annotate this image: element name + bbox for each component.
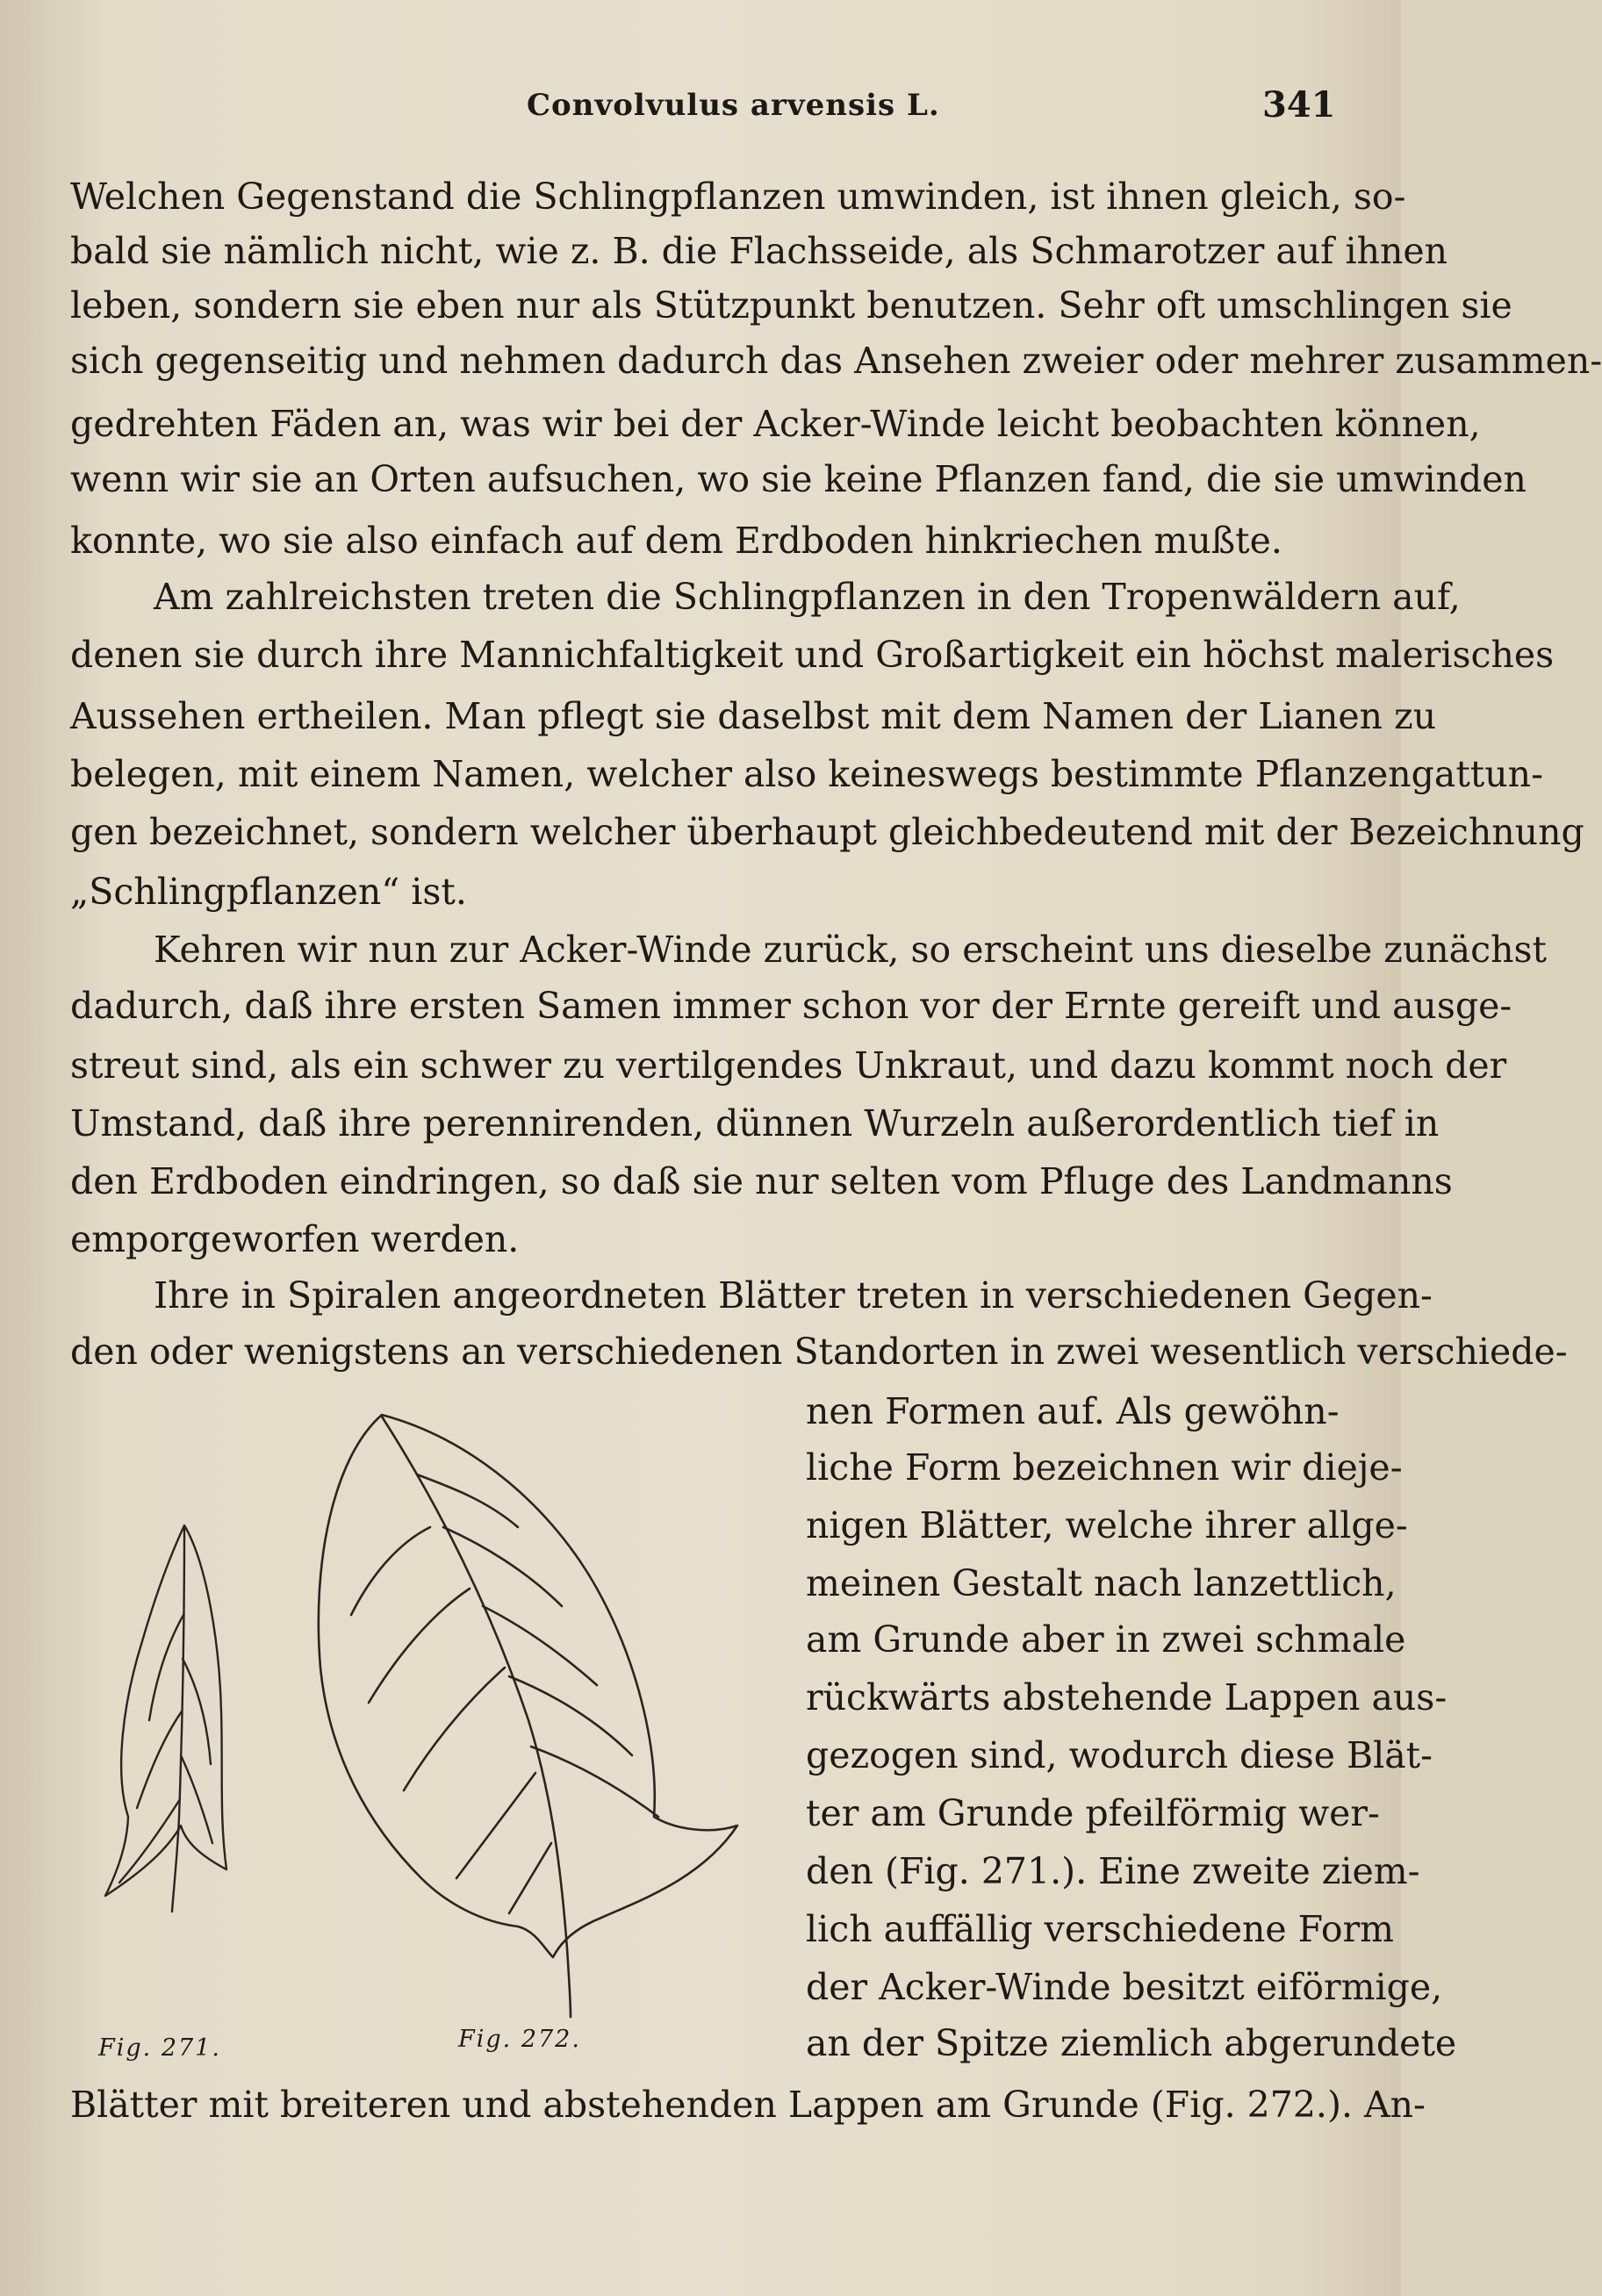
- fig-271-leaf-illustration: [88, 1510, 263, 1913]
- running-title: Convolvulus arvensis L.: [527, 88, 940, 123]
- text-line: dadurch, daß ihre ersten Samen immer schon vor der Ernte gereift und ausge-: [70, 985, 1512, 1027]
- text-line: emporgeworfen werden.: [70, 1218, 520, 1260]
- fig-272-caption: Fig. 272.: [458, 2026, 581, 2053]
- side-text-line: den (Fig. 271.). Eine zweite ziem-: [806, 1850, 1420, 1892]
- text-line: Kehren wir nun zur Acker-Winde zurück, so erscheint uns dieselbe zunächst: [154, 929, 1548, 971]
- fig-272-leaf-illustration: [298, 1387, 755, 2019]
- page-number: 341: [1262, 84, 1336, 126]
- leaf-outline: [319, 1415, 737, 1957]
- text-line: Blätter mit breiteren und abstehenden Lappen am Grunde (Fig. 272.). An-: [70, 2084, 1426, 2126]
- text-line: Am zahlreichsten treten die Schlingpflanzen in den Tropenwäldern auf,: [154, 576, 1461, 618]
- text-line: „Schlingpflanzen“ ist.: [70, 871, 467, 913]
- text-line: den Erdboden eindringen, so daß sie nur selten vom Pfluge des Landmanns: [70, 1160, 1453, 1202]
- side-text-line: gezogen sind, wodurch diese Blät-: [806, 1734, 1433, 1776]
- text-line: wenn wir sie an Orten aufsuchen, wo sie keine Pflanzen fand, die sie umwinden: [70, 458, 1527, 500]
- side-text-line: meinen Gestalt nach lanzettlich,: [806, 1562, 1397, 1604]
- side-text-line: liche Form bezeichnen wir dieje-: [806, 1446, 1403, 1489]
- text-line: den oder wenigstens an verschiedenen Standorten in zwei wesentlich verschiede-: [70, 1331, 1568, 1373]
- leaf-outline: [105, 1525, 226, 1896]
- side-text-line: der Acker-Winde besitzt eiförmige,: [806, 1966, 1443, 2008]
- side-text-line: rückwärts abstehende Lappen aus-: [806, 1676, 1448, 1718]
- side-text-line: an der Spitze ziemlich abgerundete: [806, 2022, 1457, 2064]
- text-line: gen bezeichnet, sondern welcher überhaupt gleichbedeutend mit der Bezeichnung: [70, 811, 1584, 853]
- side-text-line: lich auffällig verschiedene Form: [806, 1908, 1395, 1950]
- text-line: sich gegenseitig und nehmen dadurch das Ansehen zweier oder mehrer zusammen-: [70, 340, 1602, 382]
- fig-271-caption: Fig. 271.: [98, 2034, 221, 2062]
- text-line: Aussehen ertheilen. Man pflegt sie daselbst mit dem Namen der Lianen zu: [70, 695, 1437, 737]
- side-text-line: ter am Grunde pfeilförmig wer-: [806, 1792, 1380, 1834]
- text-line: denen sie durch ihre Mannichfaltigkeit und Großartigkeit ein höchst malerisches: [70, 634, 1555, 676]
- side-text-line: nen Formen auf. Als gewöhn-: [806, 1390, 1340, 1432]
- leaf-midrib: [382, 1417, 571, 2017]
- text-line: leben, sondern sie eben nur als Stützpunkt benutzen. Sehr oft umschlingen sie: [70, 284, 1512, 326]
- text-line: Ihre in Spiralen angeordneten Blätter treten in verschiedenen Gegen-: [154, 1274, 1433, 1317]
- text-line: konnte, wo sie also einfach auf dem Erdboden hinkriechen mußte.: [70, 520, 1282, 562]
- text-line: Welchen Gegenstand die Schlingpflanzen umwinden, ist ihnen gleich, so-: [70, 176, 1406, 218]
- side-text-line: am Grunde aber in zwei schmale: [806, 1618, 1406, 1661]
- side-text-line: nigen Blätter, welche ihrer allge-: [806, 1504, 1408, 1546]
- text-line: gedrehten Fäden an, was wir bei der Acker-Winde leicht beobachten können,: [70, 403, 1481, 445]
- text-line: Umstand, daß ihre perennirenden, dünnen Wurzeln außerordentlich tief in: [70, 1102, 1440, 1144]
- leaf-midrib: [172, 1529, 184, 1912]
- text-line: bald sie nämlich nicht, wie z. B. die Flachsseide, als Schmarotzer auf ihnen: [70, 230, 1448, 272]
- page-header: [0, 84, 1401, 128]
- text-line: belegen, mit einem Namen, welcher also keineswegs bestimmte Pflanzengattun-: [70, 753, 1543, 795]
- text-line: streut sind, als ein schwer zu vertilgendes Unkraut, und dazu kommt noch der: [70, 1044, 1507, 1087]
